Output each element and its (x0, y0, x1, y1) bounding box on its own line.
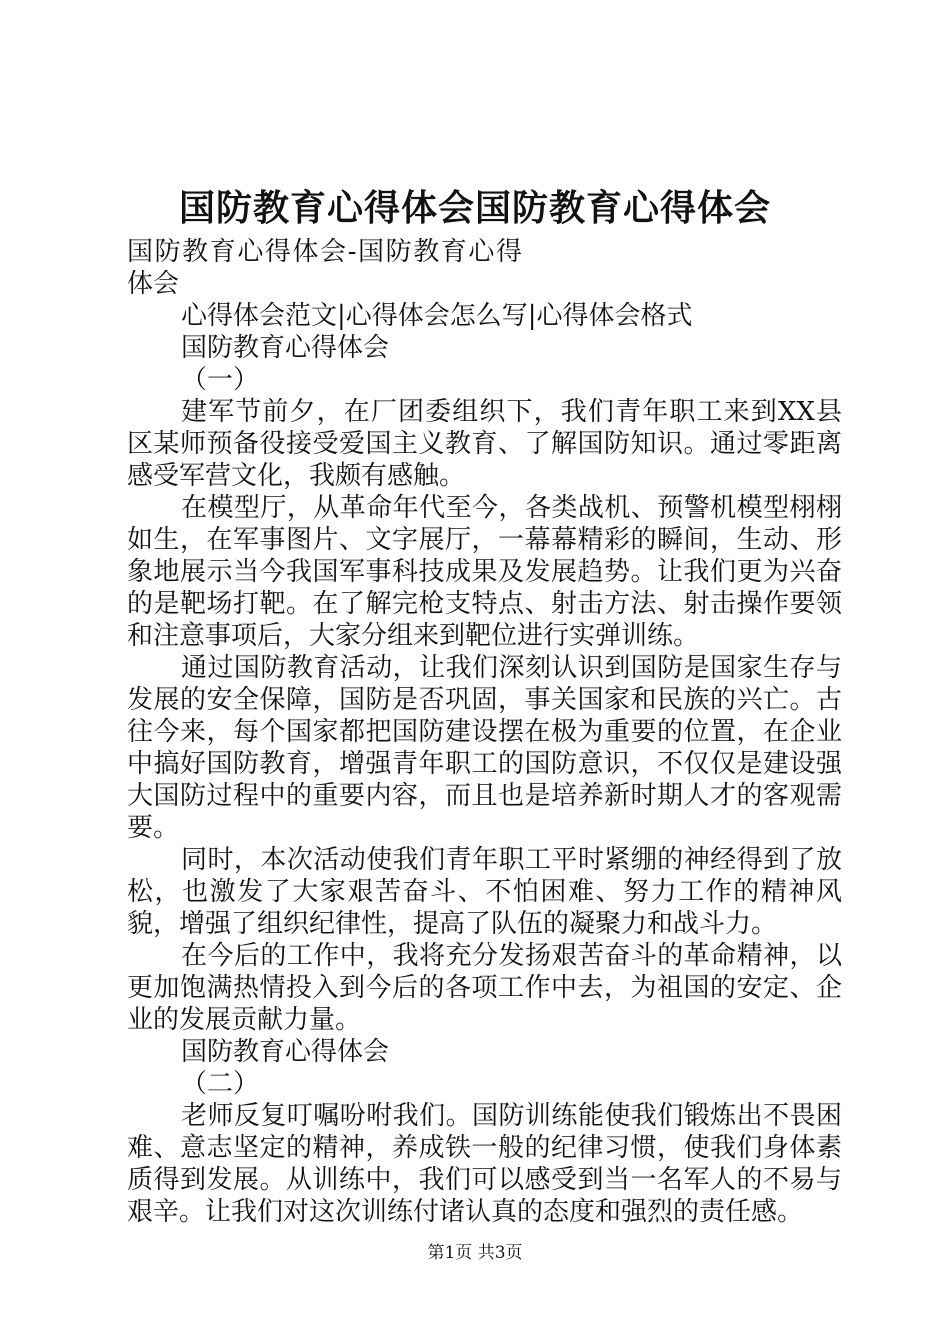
document-title: 国防教育心得体会国防教育心得体会 (178, 187, 771, 229)
section-number: （一） (181, 365, 260, 395)
categories-line: 心得体会范文|心得体会怎么写|心得体会格式 (181, 301, 693, 331)
paragraph: 通过国防教育活动，让我们深刻认识到国防是国家生存与发展的安全保障，国防是否巩固，事关国家和民族的兴亡。古往今来，每个国家都把国防建设摆在极为重要的位置，在企业中搞好国防教育，增强青年职工的国防意识，不仅仅是建设强大国防过程中的重要内容，而且也是培养新时期人才的客观需要。 (127, 653, 842, 843)
paragraph: 在今后的工作中，我将充分发扬艰苦奋斗的革命精神，以更加饱满热情投入到今后的各项工作中去，为祖国的安定、企业的发展贡献力量。 (127, 941, 842, 1035)
section-number: （二） (181, 1069, 260, 1099)
paragraph: 同时，本次活动使我们青年职工平时紧绷的神经得到了放松，也激发了大家艰苦奋斗、不怕困难、努力工作的精神风貌，增强了组织纪律性，提高了队伍的凝聚力和战斗力。 (127, 845, 842, 939)
document-body (127, 236, 842, 1228)
paragraph: 建军节前夕，在厂团委组织下，我们青年职工来到XX县区某师预备役接受爱国主义教育、了解国防知识。通过零距离感受军营文化，我颇有感触。 (127, 397, 842, 491)
subtitle-line: 国防教育心得体会-国防教育心得体会 (127, 237, 522, 299)
paragraph: 在模型厅，从革命年代至今，各类战机、预警机模型栩栩如生，在军事图片、文字展厅，一幕幕精彩的瞬间，生动、形象地展示当今我国军事科技成果及发展趋势。让我们更为兴奋的是靶场打靶。在了解完枪支特点、射击方法、射击操作要领和注意事项后，大家分组来到靶位进行实弹训练。 (127, 493, 842, 651)
paragraph: 老师反复叮嘱吩咐我们。国防训练能使我们锻炼出不畏困难、意志坚定的精神，养成铁一般的纪律习惯，使我们身体素质得到发展。从训练中，我们可以感受到当一名军人的不易与艰辛。让我们对这次训练付诸认真的态度和强烈的责任感。 (127, 1101, 842, 1227)
section-heading: 国防教育心得体会 (181, 1037, 390, 1067)
section-heading: 国防教育心得体会 (181, 333, 390, 363)
page-footer: 第1页 共3页 (427, 1243, 523, 1263)
